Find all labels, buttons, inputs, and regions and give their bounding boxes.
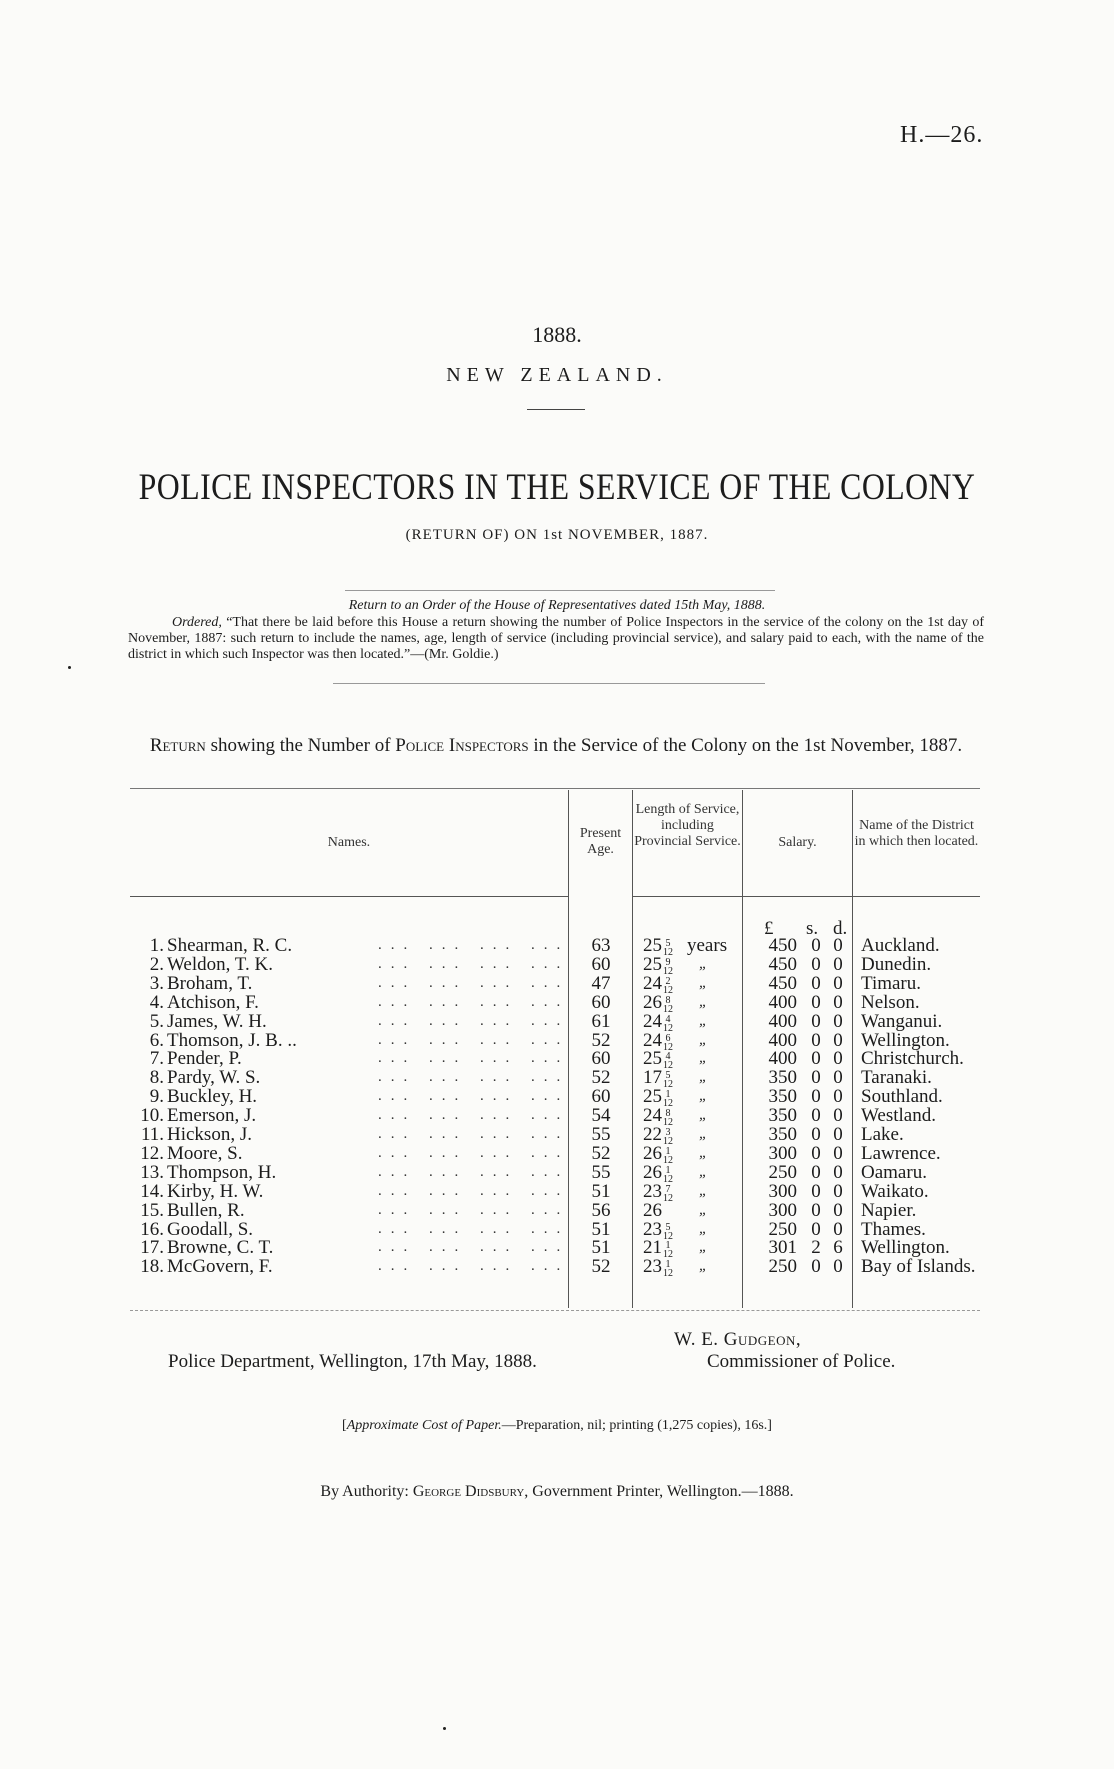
salary-pence: 0: [833, 1218, 843, 1240]
row-number: 8.: [149, 1067, 164, 1089]
inspector-age: 60: [591, 1086, 611, 1108]
row-number: 15.: [140, 1199, 164, 1221]
country-heading: NEW ZEALAND.: [446, 364, 668, 386]
leader-dots: ... ... ... ...: [378, 1050, 570, 1067]
row-number: 9.: [149, 1086, 164, 1108]
ditto-mark: „: [699, 1088, 708, 1105]
row-number: 1.: [149, 935, 164, 956]
ditto-mark: „: [699, 1220, 708, 1237]
ditto-mark: „: [699, 974, 708, 991]
salary-pence: 0: [833, 1161, 843, 1183]
salary-pence: 0: [833, 1086, 843, 1108]
divider: [333, 683, 765, 684]
salary-pounds: 450: [768, 953, 797, 975]
table-row: [0, 1218, 1114, 1242]
row-number: 14.: [140, 1180, 164, 1202]
inspector-name: Hickson, J.: [167, 1124, 252, 1145]
salary-shillings: 0: [811, 1142, 821, 1164]
fraction-numerator: 6: [665, 1032, 671, 1044]
service-years-whole: 24: [643, 1010, 662, 1032]
fraction-denominator: 12: [663, 1173, 673, 1185]
salary-pounds: 450: [768, 935, 797, 956]
ditto-mark: „: [699, 1031, 708, 1048]
salary-pence: 0: [833, 972, 843, 994]
ditto-mark: „: [699, 993, 708, 1010]
order-lead: Ordered,: [172, 615, 222, 630]
fraction-numerator: 1: [665, 1164, 671, 1176]
length-of-service: [643, 1201, 662, 1220]
salary-pence: 0: [833, 1067, 843, 1089]
salary-shillings: 0: [811, 1218, 821, 1240]
ditto-mark: „: [699, 1201, 708, 1218]
cost-label: Approximate Cost of Paper.: [346, 1418, 502, 1433]
service-years-whole: 25: [643, 953, 662, 975]
ditto-mark: „: [699, 955, 708, 972]
fraction-numerator: 4: [665, 1051, 671, 1063]
inspector-age: 47: [591, 972, 611, 994]
salary-shillings: 0: [811, 1256, 821, 1278]
salary-pounds: 300: [768, 1199, 797, 1221]
fraction-denominator: 12: [663, 1022, 673, 1034]
inspector-name: Thompson, H.: [167, 1161, 277, 1183]
order-heading: Return to an Order of the House of Representatives dated 15th May, 1888.: [348, 598, 766, 613]
leader-dots: ... ... ... ...: [378, 1126, 570, 1142]
service-years-whole: 22: [643, 1124, 662, 1145]
fraction-numerator: 8: [665, 994, 671, 1006]
row-number: 11.: [140, 1124, 164, 1145]
district-name: Dunedin.: [861, 953, 932, 975]
inspector-age: 63: [591, 935, 611, 956]
inspector-age: 55: [591, 1161, 611, 1183]
paper-speck: [68, 666, 71, 669]
district-name: Lawrence.: [861, 1142, 941, 1164]
shillings-unit: s.: [806, 918, 819, 939]
inspector-age: 52: [591, 1067, 611, 1089]
salary-pence: 0: [833, 1029, 843, 1051]
ditto-mark: „: [699, 1182, 708, 1199]
row-number: 16.: [140, 1218, 164, 1240]
salary-pence: 0: [833, 1256, 843, 1278]
service-years-whole: 23: [643, 1256, 662, 1278]
district-name: Nelson.: [861, 991, 920, 1013]
table-row: [0, 1256, 1114, 1280]
district-name: Thames.: [861, 1218, 926, 1240]
fraction-numerator: 1: [665, 1240, 671, 1252]
district-name: Taranaki.: [861, 1067, 932, 1089]
ditto-mark: „: [699, 1069, 708, 1086]
table-row: [0, 1237, 1114, 1261]
service-years-whole: 21: [643, 1237, 662, 1259]
leader-dots: ... ... ... ...: [378, 1220, 570, 1237]
salary-pounds: 400: [768, 1010, 797, 1032]
salary-pounds: 250: [768, 1256, 797, 1278]
service-years-whole: 24: [643, 1029, 662, 1051]
fraction-numerator: 3: [665, 1127, 671, 1138]
ditto-mark: „: [699, 1144, 708, 1161]
caption-part2: in the Service of the Colony on the 1st November, 1887.: [528, 735, 963, 756]
fraction-numerator: 8: [665, 1108, 671, 1120]
salary-pence: 0: [833, 1180, 843, 1202]
row-number: 7.: [149, 1048, 164, 1070]
salary-pence: 0: [833, 1124, 843, 1145]
salary-pence: 0: [833, 935, 843, 956]
length-of-service: [643, 1257, 673, 1278]
salary-shillings: 0: [811, 1124, 821, 1145]
service-years-whole: 26: [643, 991, 662, 1013]
salary-pounds: 350: [768, 1067, 797, 1089]
row-number: 13.: [140, 1161, 164, 1183]
district-name: Lake.: [861, 1124, 904, 1145]
leader-dots: ... ... ... ...: [378, 1201, 570, 1218]
fraction-denominator: 12: [663, 1003, 673, 1015]
inspector-name: Broham, T.: [167, 972, 253, 994]
table-row: [0, 1161, 1114, 1185]
district-name: Timaru.: [861, 972, 922, 994]
leader-dots: ... ... ... ...: [378, 1182, 570, 1199]
header-district: Name of the District in which then located.: [854, 818, 979, 849]
inspector-name: Moore, S.: [167, 1142, 243, 1164]
inspector-age: 56: [591, 1199, 611, 1221]
leader-dots: ... ... ... ...: [378, 937, 570, 953]
salary-pence: 0: [833, 1142, 843, 1164]
inspector-age: 51: [591, 1180, 611, 1202]
fraction-denominator: 12: [663, 1117, 673, 1129]
fraction-denominator: 12: [663, 1154, 673, 1166]
district-name: Bay of Islands.: [861, 1256, 976, 1278]
inspector-age: 61: [591, 1010, 611, 1032]
salary-pounds: 400: [768, 991, 797, 1013]
salary-pence: 0: [833, 953, 843, 975]
table-caption: [128, 735, 984, 757]
district-name: Wanganui.: [861, 1010, 943, 1032]
ditto-mark: „: [699, 1126, 708, 1142]
authority-prefix: By Authority:: [320, 1483, 413, 1500]
header-age: Present Age.: [579, 826, 622, 857]
inspector-age: 60: [591, 953, 611, 975]
ditto-mark: „: [699, 1050, 708, 1067]
header-rule: [742, 896, 852, 897]
header-rule: [852, 896, 980, 897]
fraction-denominator: 12: [663, 1060, 673, 1072]
inspector-name: Shearman, R. C.: [167, 935, 293, 956]
document-year: 1888.: [532, 322, 582, 347]
salary-pounds: 400: [768, 1048, 797, 1070]
years-label: years: [687, 935, 728, 956]
table-row: [0, 1010, 1114, 1034]
salary-pence: 0: [833, 1105, 843, 1127]
leader-dots: ... ... ... ...: [378, 1258, 570, 1275]
cost-note: [Approximate Cost of Paper.—Preparation, nil; printing (1,275 copies), 16s.]: [342, 1418, 772, 1433]
inspector-age: 52: [591, 1142, 611, 1164]
district-name: Southland.: [861, 1086, 943, 1108]
table-row: [0, 1067, 1114, 1091]
salary-shillings: 2: [811, 1237, 821, 1259]
row-number: 10.: [140, 1105, 164, 1127]
header-names: Names.: [327, 835, 371, 850]
caption-police: Police Inspectors: [395, 735, 529, 756]
cost-text: —Preparation, nil; printing (1,275 copies), 16s.: [501, 1418, 768, 1433]
leader-dots: ... ... ... ...: [378, 1163, 570, 1180]
row-number: 12.: [140, 1142, 164, 1164]
district-name: Wellington.: [861, 1029, 950, 1051]
service-years-whole: 17: [643, 1067, 662, 1089]
order-text: “That there be laid before this House a return showing the number of Police Inspectors in the service of the colony on the 1st day of November, 1887: such return to include the names, age, length of service (including provincial service), and salary paid to each, with the name of the district in which such Inspector was then located.”—(Mr. Goldie.): [128, 615, 984, 662]
service-years-whole: 26: [643, 1161, 662, 1183]
fraction-denominator: 12: [663, 1268, 673, 1280]
table-bottom-rule: [130, 1310, 980, 1311]
salary-shillings: 0: [811, 991, 821, 1013]
service-years-whole: 25: [643, 1048, 662, 1070]
inspector-name: Atchison, F.: [167, 991, 259, 1013]
district-name: Christchurch.: [861, 1048, 964, 1070]
leader-dots: ... ... ... ...: [378, 1031, 570, 1048]
salary-shillings: 0: [811, 1048, 821, 1070]
salary-pounds: 350: [768, 1086, 797, 1108]
signatory-title: Commissioner of Police.: [707, 1351, 896, 1372]
document-reference: H.—26.: [900, 122, 984, 148]
row-number: 6.: [149, 1029, 164, 1051]
service-years-whole: 23: [643, 1180, 662, 1202]
header-salary: Salary.: [778, 835, 817, 850]
salary-pounds: 400: [768, 1029, 797, 1051]
authority-suffix: , Government Printer, Wellington.—1888.: [524, 1483, 794, 1500]
fraction-numerator: 1: [665, 1145, 671, 1157]
salary-pounds: 301: [768, 1237, 797, 1259]
authority-line: [0, 1483, 1114, 1501]
page-title: POLICE INSPECTORS IN THE SERVICE OF THE COLONY: [138, 467, 976, 508]
inspector-age: 51: [591, 1237, 611, 1259]
caption-return: Return: [149, 735, 206, 756]
salary-pence: 0: [833, 1199, 843, 1221]
inspector-age: 54: [591, 1105, 611, 1127]
inspector-name: Buckley, H.: [167, 1086, 258, 1108]
row-number: 5.: [149, 1010, 164, 1032]
salary-pence: 6: [833, 1237, 843, 1259]
inspector-name: Weldon, T. K.: [167, 953, 273, 975]
leader-dots: ... ... ... ...: [378, 1239, 570, 1256]
table-row: [0, 1029, 1114, 1053]
leader-dots: ... ... ... ...: [378, 1144, 570, 1161]
table-top-rule: [130, 788, 980, 789]
table-row: [0, 953, 1114, 977]
table-row: [0, 972, 1114, 996]
table-row: [0, 1048, 1114, 1072]
service-years-whole: 26: [643, 1142, 662, 1164]
salary-shillings: 0: [811, 1105, 821, 1127]
fraction-denominator: 12: [663, 1136, 673, 1147]
ditto-mark: „: [699, 1258, 708, 1275]
salary-pounds: 300: [768, 1142, 797, 1164]
salary-pounds: 350: [768, 1124, 797, 1145]
fraction-denominator: 12: [663, 947, 673, 958]
fraction-denominator: 12: [663, 1098, 673, 1110]
caption-part1: showing the Number of: [205, 735, 396, 756]
table-row: [0, 1105, 1114, 1129]
district-name: Auckland.: [861, 935, 940, 956]
table-row: [0, 1142, 1114, 1166]
salary-shillings: 0: [811, 953, 821, 975]
table-row: [0, 935, 1114, 958]
fraction-numerator: 5: [665, 938, 671, 949]
salary-pounds: 350: [768, 1105, 797, 1127]
pounds-unit: £: [764, 918, 774, 939]
row-number: 17.: [140, 1237, 164, 1259]
fraction-denominator: 12: [663, 1249, 673, 1261]
service-fraction: [663, 1260, 673, 1278]
fraction-numerator: 5: [665, 1221, 671, 1233]
inspector-name: McGovern, F.: [167, 1256, 273, 1278]
page-subtitle: (RETURN OF) ON 1st NOVEMBER, 1887.: [405, 527, 709, 543]
fraction-numerator: 9: [665, 956, 671, 968]
salary-pence: 0: [833, 991, 843, 1013]
inspector-age: 60: [591, 1048, 611, 1070]
salary-pence: 0: [833, 1048, 843, 1070]
inspector-name: Kirby, H. W.: [167, 1180, 264, 1202]
header-service: Length of Service, including Provincial Service.: [634, 802, 741, 849]
signatory-name: W. E. Gudgeon,: [674, 1329, 802, 1350]
inspector-name: Pardy, W. S.: [167, 1067, 261, 1089]
fraction-numerator: 5: [665, 1070, 671, 1082]
inspector-age: 60: [591, 991, 611, 1013]
inspector-name: Emerson, J.: [167, 1105, 257, 1127]
fraction-denominator: 12: [663, 1041, 673, 1053]
fraction-numerator: 1: [665, 1089, 671, 1101]
inspector-age: 51: [591, 1218, 611, 1240]
row-number: 18.: [140, 1256, 164, 1278]
salary-shillings: 0: [811, 1161, 821, 1183]
table-row: [0, 1086, 1114, 1110]
salary-pounds: 250: [768, 1218, 797, 1240]
service-years-whole: 24: [643, 972, 662, 994]
inspector-name: Browne, C. T.: [167, 1237, 274, 1259]
row-number: 2.: [149, 953, 164, 975]
fraction-numerator: 1: [665, 1259, 671, 1271]
leader-dots: ... ... ... ...: [378, 1012, 570, 1029]
leader-dots: ... ... ... ...: [378, 955, 570, 972]
service-years-whole: 25: [643, 1086, 662, 1108]
inspector-name: Thomson, J. B. ..: [167, 1029, 297, 1051]
salary-shillings: 0: [811, 1199, 821, 1221]
table-row: [0, 1180, 1114, 1204]
ditto-mark: „: [699, 1012, 708, 1029]
salary-shillings: 0: [811, 1029, 821, 1051]
salary-pounds: 250: [768, 1161, 797, 1183]
service-years-whole: 23: [643, 1218, 662, 1240]
inspector-name: James, W. H.: [167, 1010, 267, 1032]
header-rule: [130, 896, 568, 897]
signatory-department: Police Department, Wellington, 17th May, 1888.: [168, 1351, 537, 1372]
salary-shillings: 0: [811, 972, 821, 994]
leader-dots: ... ... ... ...: [378, 1107, 570, 1124]
table-row: [0, 1124, 1114, 1147]
divider: [345, 590, 775, 591]
inspector-name: Pender, P.: [167, 1048, 242, 1070]
fraction-numerator: 7: [665, 1183, 671, 1195]
district-name: Oamaru.: [861, 1161, 927, 1183]
district-name: Wellington.: [861, 1237, 950, 1259]
leader-dots: ... ... ... ...: [378, 974, 570, 991]
pence-unit: d.: [833, 918, 848, 939]
fraction-denominator: 12: [663, 965, 673, 977]
service-years-whole: 24: [643, 1105, 662, 1127]
authority-printer: George Didsbury: [412, 1483, 525, 1500]
ditto-mark: „: [699, 1107, 708, 1124]
row-number: 4.: [149, 991, 164, 1013]
header-rule: [632, 896, 742, 897]
fraction-denominator: 12: [663, 1192, 673, 1204]
salary-shillings: 0: [811, 935, 821, 956]
fraction-denominator: 12: [663, 984, 673, 996]
divider: [527, 409, 585, 410]
inspector-age: 52: [591, 1029, 611, 1051]
leader-dots: ... ... ... ...: [378, 993, 570, 1010]
salary-shillings: 0: [811, 1067, 821, 1089]
salary-shillings: 0: [811, 1086, 821, 1108]
service-years-whole: 25: [643, 935, 662, 956]
table-row: [0, 1201, 1114, 1220]
inspector-name: Goodall, S.: [167, 1218, 254, 1240]
fraction-numerator: 2: [665, 975, 671, 987]
salary-pence: 0: [833, 1010, 843, 1032]
order-paragraph: [128, 615, 984, 663]
row-number: 3.: [149, 972, 164, 994]
leader-dots: ... ... ... ...: [378, 1069, 570, 1086]
fraction-denominator: 12: [663, 1230, 673, 1242]
service-years-whole: 26: [643, 1199, 662, 1221]
ditto-mark: „: [699, 1239, 708, 1256]
inspector-age: 55: [591, 1124, 611, 1145]
salary-shillings: 0: [811, 1180, 821, 1202]
district-name: Westland.: [861, 1105, 936, 1127]
district-name: Napier.: [861, 1199, 917, 1221]
fraction-numerator: 4: [665, 1013, 671, 1025]
district-name: Waikato.: [861, 1180, 929, 1202]
salary-pounds: 300: [768, 1180, 797, 1202]
leader-dots: ... ... ... ...: [378, 1088, 570, 1105]
fraction-denominator: 12: [663, 1079, 673, 1091]
paper-speck: [443, 1727, 446, 1730]
salary-shillings: 0: [811, 1010, 821, 1032]
salary-pounds: 450: [768, 972, 797, 994]
inspector-age: 52: [591, 1256, 611, 1278]
inspector-name: Bullen, R.: [167, 1199, 245, 1221]
table-row: [0, 991, 1114, 1015]
ditto-mark: „: [699, 1163, 708, 1180]
